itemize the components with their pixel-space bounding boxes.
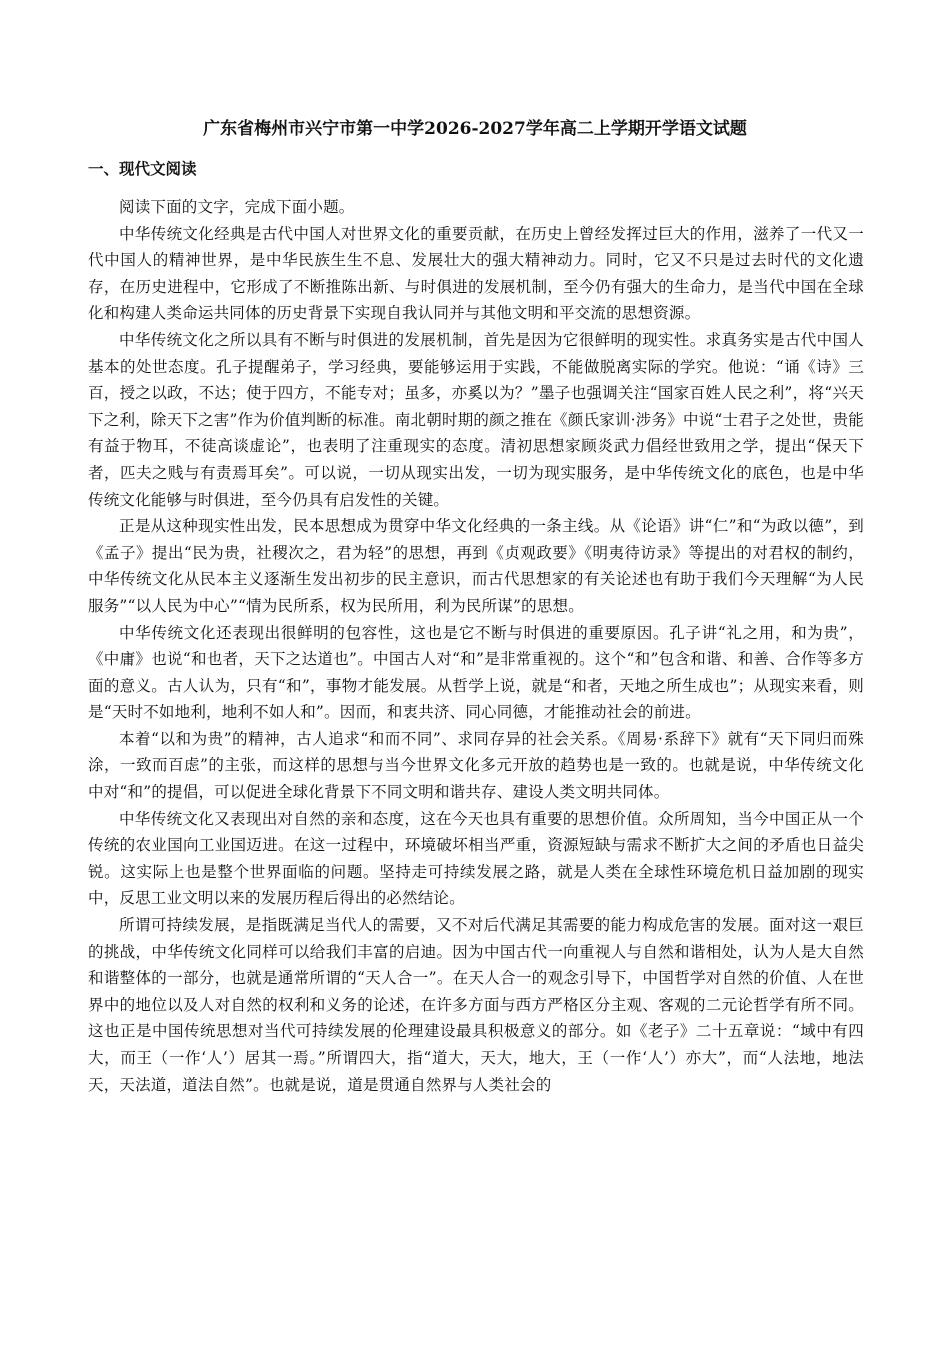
passage-paragraph: 本着“以和为贵”的精神，古人追求“和而不同”、求同存异的社会关系。《周易·系辞下》就有“天下同归而殊涂，一致而百虑”的主张，而这样的思想与当今世界文化多元开放的趋势也是一致的。也就是说，中华传统文化中对“和”的提倡，可以促进全球化背景下不同文明和谐共存、建设人类文明共同体。 (88, 729, 864, 802)
passage-paragraph: 中华传统文化之所以具有不断与时俱进的发展机制，首先是因为它很鲜明的现实性。求真务实是古代中国人基本的处世态度。孔子提醒弟子，学习经典，要能够运用于实践，不能做脱离实际的学究。他说：“诵《诗》三百，授之以政，不达；使于四方，不能专对；虽多，亦奚以为？”墨子也强调关注“国家百姓人民之利”，将“兴天下之利，除天下之害”作为价值判断的标准。南北朝时期的颜之推在《颜氏家训·涉务》中说“士君子之处世，贵能有益于物耳，不徒高谈虚论”，也表明了注重现实的态度。清初思想家顾炎武力倡经世致用之学，提出“保天下者，匹夫之贱与有责焉耳矣”。可以说，一切从现实出发，一切为现实服务，是中华传统文化的底色，也是中华传统文化能够与时俱进，至今仍具有启发性的关键。 (88, 330, 864, 509)
passage-paragraph: 中华传统文化又表现出对自然的亲和态度，这在今天也具有重要的思想价值。众所周知，当今中国正从一个传统的农业国向工业国迈进。在这一过程中，环境破坏相当严重，资源短缺与需求不断扩大之间的矛盾也日益尖锐。这实际上也是整个世界面临的问题。坚持走可持续发展之路，就是人类在全球性环境危机日益加剧的现实中，反思工业文明以来的发展历程后得出的必然结论。 (88, 809, 864, 908)
passage-paragraph: 正是从这种现实性出发，民本思想成为贯穿中华文化经典的一条主线。从《论语》讲“仁”和“为政以德”，到《孟子》提出“民为贵，社稷次之，君为轻”的思想，再到《贞观政要》《明夷待访录》等提出的对君权的制约，中华传统文化从民本主义逐渐生发出初步的民主意识，而古代思想家的有关论述也有助于我们今天理解“为人民服务”“以人民为中心”“情为民所系，权为民所用，利为民所谋”的思想。 (88, 517, 864, 615)
passage-paragraph: 中华传统文化经典是古代中国人对世界文化的重要贡献，在历史上曾经发挥过巨大的作用，滋养了一代又一代中国人的精神世界，是中华民族生生不息、发展壮大的强大精神动力。同时，它又不只是过去时代的文化遗存，在历史进程中，它形成了不断推陈出新、与时俱进的发展机制，至今仍有强大的生命力，是当代中国在全球化和构建人类命运共同体的历史背景下实现自我认同并与其他文明和平交流的思想资源。 (88, 224, 864, 323)
passage-paragraph: 所谓可持续发展，是指既满足当代人的需要，又不对后代满足其需要的能力构成危害的发展。面对这一艰巨的挑战，中华传统文化同样可以给我们丰富的启迪。因为中国古代一向重视人与自然和谐相处，认为人是大自然和谐整体的一部分，也就是通常所谓的“天人合一”。在天人合一的观念引导下，中国哲学对自然的价值、人在世界中的地位以及人对自然的权利和义务的论述，在许多方面与西方严格区分主观、客观的二元论哲学有所不同。这也正是中国传统思想对当代可持续发展的伦理建设最具积极意义的部分。如《老子》二十五章说：“域中有四大，而王（一作‘人’）居其一焉。”所谓四大，指“道大，天大，地大，王（一作‘人’）亦大”，而“人法地，地法天，天法道，道法自然”。也就是说，道是贯通自然界与人类社会的 (88, 916, 864, 1094)
passage-paragraph: 中华传统文化还表现出很鲜明的包容性，这也是它不断与时俱进的重要原因。孔子讲“礼之用，和为贵”，《中庸》也说“和也者，天下之达道也”。中国古人对“和”是非常重视的。这个“和”包含和谐、和善、合作等多方面的意义。古人认为，只有“和”，事物才能发展。从哲学上说，就是“和者，天地之所生成也”；从现实来看，则是“天时不如地利，地利不如人和”。因而，和衷共济、同心同德，才能推动社会的前进。 (88, 623, 864, 722)
page-title: 广东省梅州市兴宁市第一中学2026-2027学年高二上学期开学语文试题 (203, 119, 747, 139)
reading-passage (88, 194, 864, 1098)
instruction-paragraph: 阅读下面的文字，完成下面小题。 (119, 198, 355, 216)
section-heading: 一、现代文阅读 (88, 159, 197, 178)
